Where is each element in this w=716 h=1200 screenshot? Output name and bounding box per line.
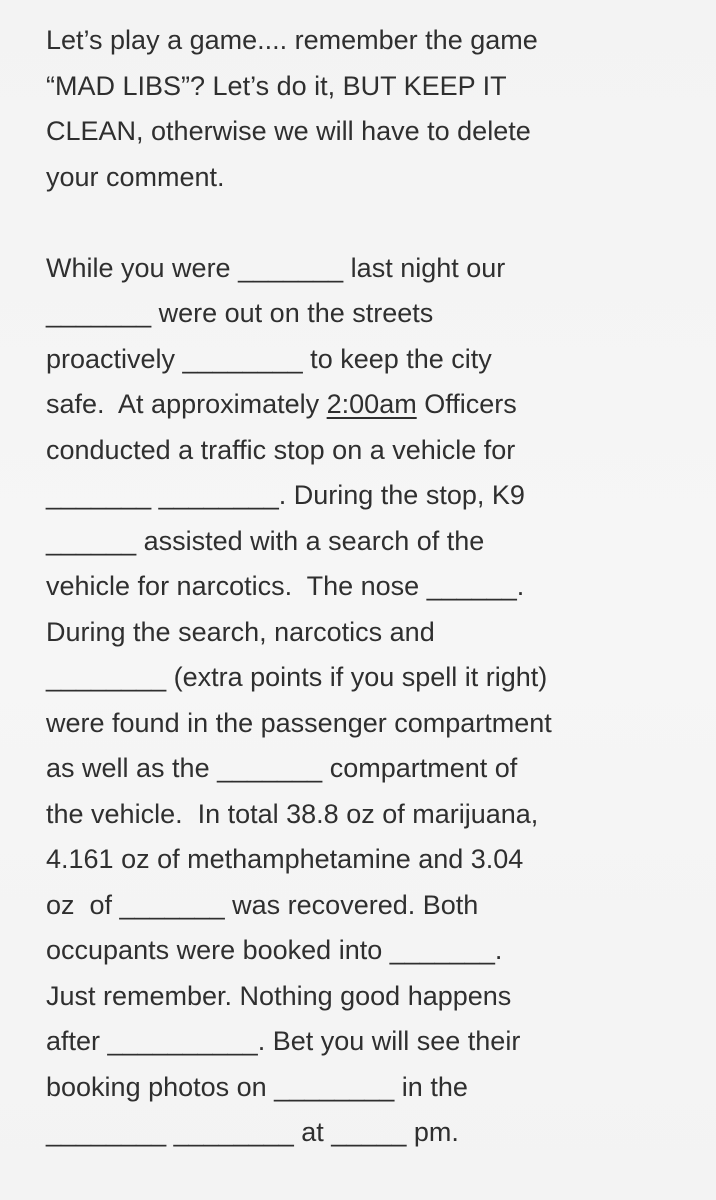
text-line: While you were _______ last night our <box>46 252 506 283</box>
time-link[interactable]: 2:00am <box>326 389 417 419</box>
text-segment: Officers <box>416 389 517 419</box>
text-line: after __________. Bet you will see their <box>46 1026 521 1056</box>
text-line: Let’s play a game.... remember the game <box>46 25 538 55</box>
story-paragraph <box>46 246 698 1156</box>
text-line: During the search, narcotics and <box>46 616 435 647</box>
text-line: ________ (extra points if you spell it right) <box>46 662 548 692</box>
paragraph-spacer <box>46 200 698 246</box>
text-line: Just remember. Nothing good happens <box>46 980 512 1011</box>
text-line: CLEAN, otherwise we will have to delete <box>46 116 531 146</box>
intro-paragraph <box>46 18 698 200</box>
text-line: the vehicle. In total 38.8 oz of marijuana, <box>46 798 539 829</box>
text-line: _______ were out on the streets <box>46 298 434 328</box>
text-line: proactively ________ to keep the city <box>46 343 492 374</box>
text-line: oz of _______ was recovered. Both <box>46 889 479 920</box>
text-line: ______ assisted with a search of the <box>46 525 485 556</box>
text-line: as well as the _______ compartment of <box>46 753 518 783</box>
text-line: were found in the passenger compartment <box>46 707 552 738</box>
text-line: ________ ________ at _____ pm. <box>46 1117 459 1147</box>
text-line <box>46 382 698 428</box>
text-line: your comment. <box>46 161 225 192</box>
text-segment: safe. At approximately <box>46 389 327 419</box>
text-line: booking photos on ________ in the <box>46 1071 468 1102</box>
text-line: vehicle for narcotics. The nose ______. <box>46 571 525 601</box>
text-line: “MAD LIBS”? Let’s do it, BUT KEEP IT <box>46 70 507 101</box>
text-line: _______ ________. During the stop, K9 <box>46 480 525 510</box>
text-line: occupants were booked into _______. <box>46 935 503 965</box>
text-line: 4.161 oz of methamphetamine and 3.04 <box>46 844 524 874</box>
text-line: conducted a traffic stop on a vehicle for <box>46 434 516 465</box>
